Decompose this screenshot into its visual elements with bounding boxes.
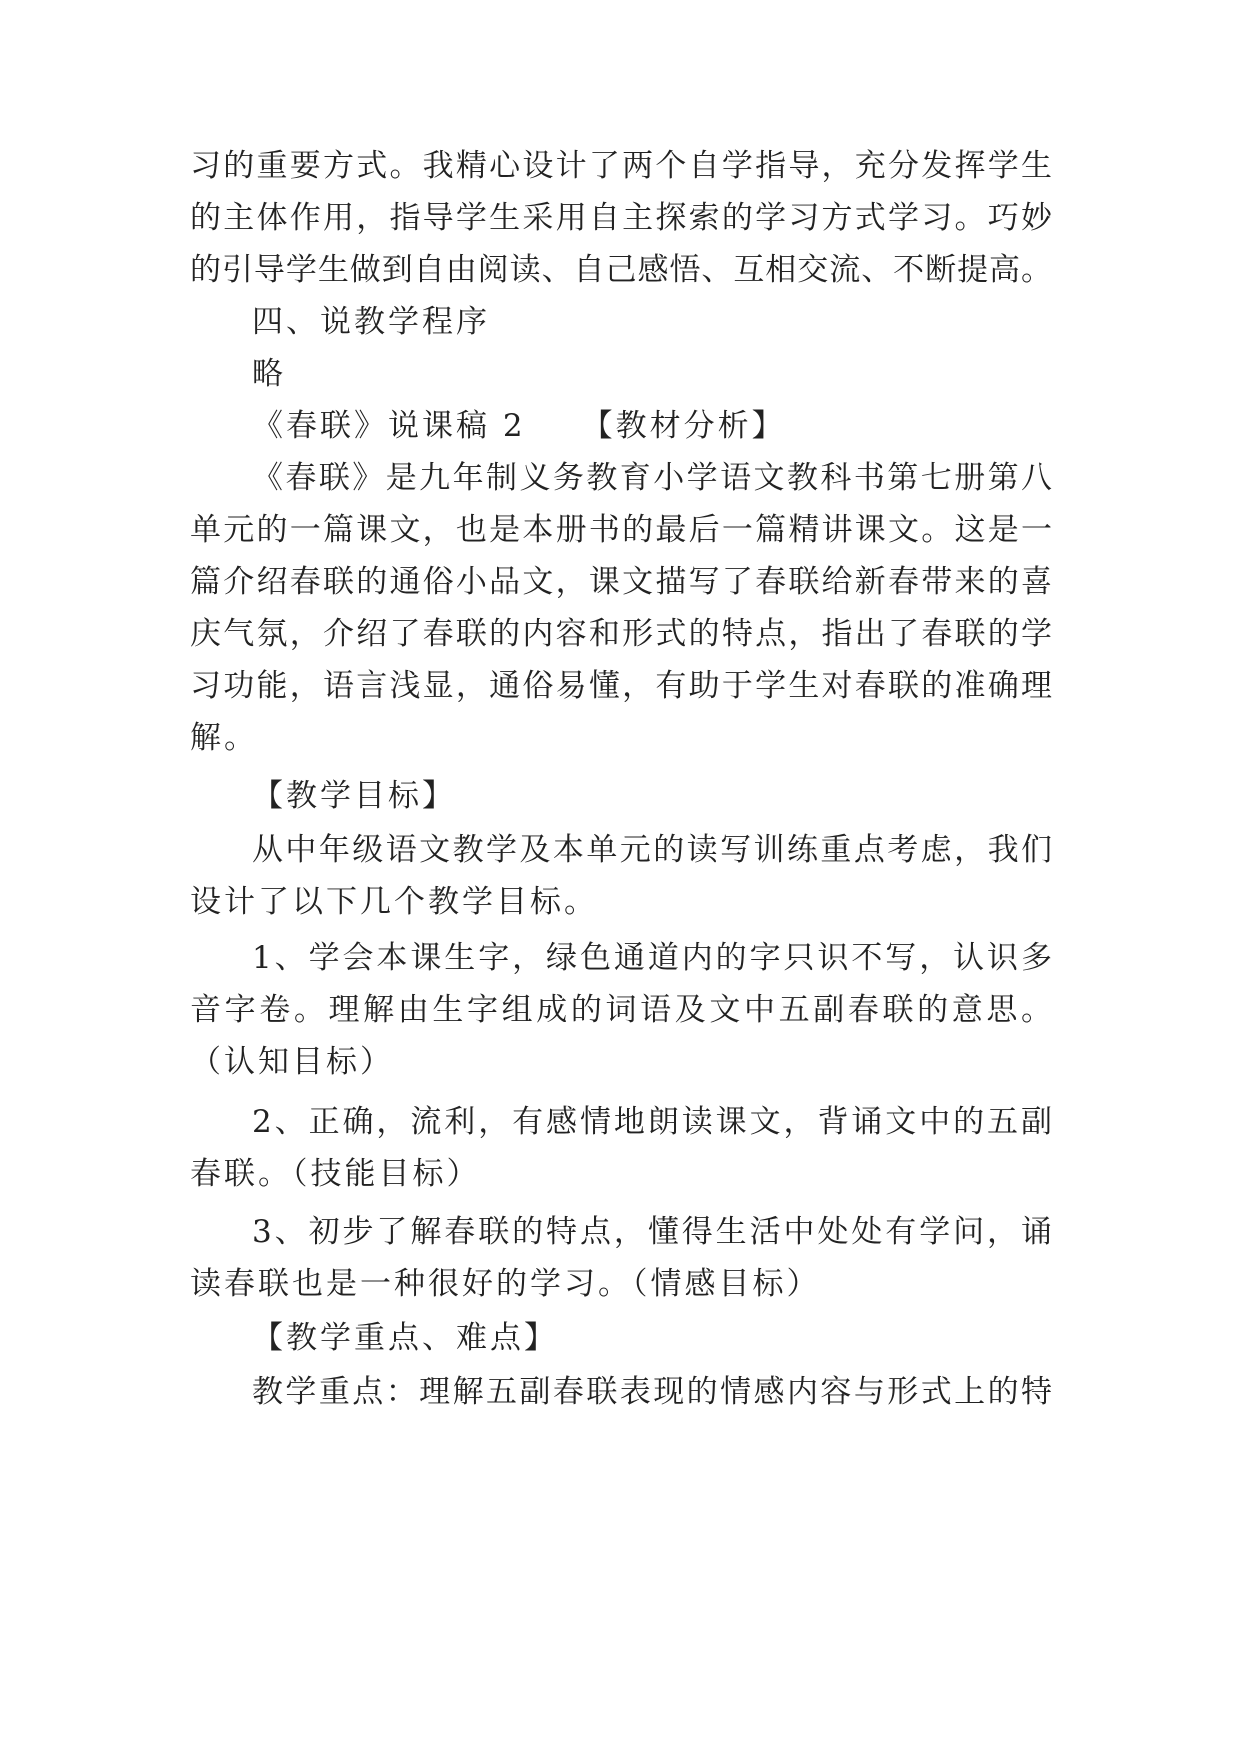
list-item-line: 3、初步了解春联的特点，懂得生活中处处有学问，诵 (252, 1214, 1052, 1250)
body-text-line: 单元的一篇课文，也是本册书的最后一篇精讲课文。这是一 (190, 512, 1052, 548)
body-text-line: 略 (252, 356, 286, 392)
body-text-line: 庆气氛，介绍了春联的内容和形式的特点，指出了春联的学 (190, 616, 1052, 652)
list-item-line: 读春联也是一种很好的学习。（情感目标） (190, 1266, 821, 1302)
body-text-line: 《春联》是九年制义务教育小学语文教科书第七册第八 (252, 460, 1052, 496)
body-text-line: 设计了以下几个教学目标。 (190, 884, 598, 920)
body-text-line: 的引导学生做到自由阅读、自己感悟、互相交流、不断提高。 (190, 252, 1052, 288)
body-text-line: 的主体作用，指导学生采用自主探索的学习方式学习。巧妙 (190, 200, 1052, 236)
article-title: 《春联》说课稿 2 (252, 408, 526, 444)
list-item-line: 音字卷。理解由生字组成的词语及文中五副春联的意思。 (190, 992, 1052, 1028)
list-item-line: 2、正确，流利，有感情地朗读课文，背诵文中的五副 (252, 1104, 1052, 1140)
section-heading: 四、说教学程序 (252, 304, 490, 340)
list-item-line: 春联。（技能目标） (190, 1156, 481, 1192)
body-text-line: 教学重点：理解五副春联表现的情感内容与形式上的特 (252, 1374, 1052, 1410)
body-text-line: 从中年级语文教学及本单元的读写训练重点考虑，我们 (252, 832, 1052, 868)
body-text-line: 解。 (190, 720, 258, 756)
section-heading: 【教材分析】 (581, 408, 786, 444)
body-text-line: 习的重要方式。我精心设计了两个自学指导，充分发挥学生 (190, 148, 1052, 184)
body-text-line: 篇介绍春联的通俗小品文，课文描写了春联给新春带来的喜 (190, 564, 1052, 600)
section-heading: 【教学重点、难点】 (252, 1320, 558, 1356)
body-text-line: 习功能，语言浅显，通俗易懂，有助于学生对春联的准确理 (190, 668, 1052, 704)
section-heading: 【教学目标】 (252, 778, 456, 814)
list-item-line: 1、学会本课生字，绿色通道内的字只识不写，认识多 (252, 940, 1052, 976)
list-item-line: （认知目标） (190, 1044, 394, 1080)
article-title-line (252, 402, 1052, 450)
